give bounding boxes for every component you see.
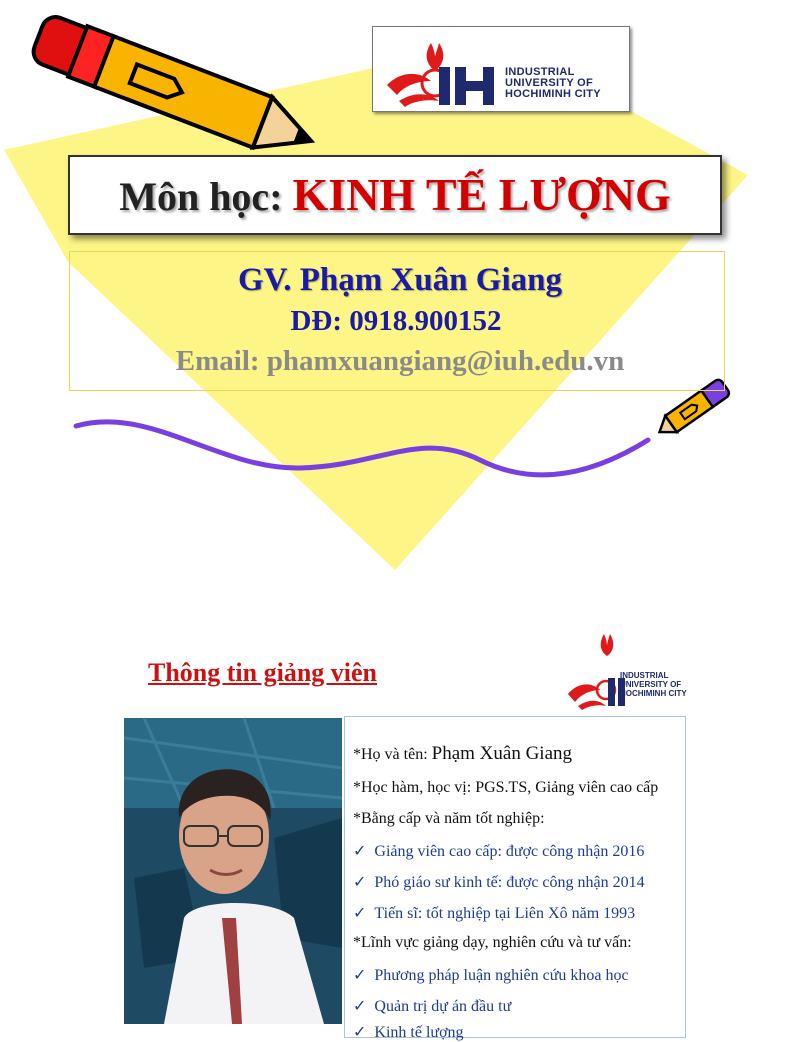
logo-wordmark <box>620 671 687 698</box>
degree-item-text: Giảng viên cao cấp: được công nhận 2016 <box>374 843 645 860</box>
lecturer-info-slide <box>0 610 768 1041</box>
teacher-name: GV. Phạm Xuân Giang <box>238 262 562 298</box>
checkmark-icon: ✓ <box>353 1024 367 1041</box>
rank-line: *Học hàm, học vị: PGS.TS, Giảng viên cao cấp <box>353 779 659 796</box>
degree-item-text: Phó giáo sư kinh tế: được công nhận 2014 <box>374 874 645 891</box>
field-item <box>353 1022 464 1042</box>
course-title: KINH TẾ LƯỢNG <box>292 169 671 220</box>
university-logo <box>372 26 630 112</box>
lecturer-details-panel <box>344 716 686 1041</box>
field-item <box>353 996 511 1016</box>
name-line <box>353 743 572 765</box>
course-label: Môn học: <box>119 174 293 219</box>
degree-item-text: Tiến sĩ: tốt nghiệp tại Liên Xô năm 1993 <box>374 905 636 922</box>
logo-line-3: HOCHIMINH CITY <box>505 88 601 100</box>
degree-heading: *Bằng cấp và năm tốt nghiệp: <box>353 810 545 827</box>
logo-line-1: INDUSTRIAL <box>505 66 575 78</box>
field-item <box>353 965 629 985</box>
degree-item <box>353 903 635 923</box>
checkmark-icon: ✓ <box>353 998 367 1015</box>
field-item-text: Phương pháp luận nghiên cứu khoa học <box>374 967 629 984</box>
slide-heading: Thông tin giảng viên <box>148 658 378 687</box>
field-heading: *Lĩnh vực giảng dạy, nghiên cứu và tư vấn: <box>353 934 632 951</box>
logo-line-2: UNIVERSITY OF <box>620 680 682 689</box>
name-label: *Họ và tên: <box>353 746 432 763</box>
logo-line-3: HOCHIMINH CITY <box>620 689 687 698</box>
iuh-logo-mark-icon <box>379 37 509 109</box>
checkmark-icon: ✓ <box>353 874 367 891</box>
teacher-phone: DĐ: 0918.900152 <box>290 305 502 337</box>
logo-wordmark <box>505 67 601 100</box>
logo-line-2: UNIVERSITY OF <box>505 77 594 89</box>
lecturer-portrait <box>124 718 342 1024</box>
checkmark-icon: ✓ <box>353 843 367 860</box>
lecturer-photo <box>124 718 342 1024</box>
teacher-email: Email: phamxuangiang@iuh.edu.vn <box>175 345 625 377</box>
iuh-logo-mark-icon <box>566 632 626 712</box>
logo-line-1: INDUSTRIAL <box>620 671 669 680</box>
course-title-box <box>68 155 722 235</box>
degree-item <box>353 841 644 861</box>
degree-item <box>353 872 645 892</box>
field-item-text: Kinh tế lượng <box>374 1024 464 1041</box>
field-item-text: Quản trị dự án đầu tư <box>374 998 512 1015</box>
checkmark-icon: ✓ <box>353 967 367 984</box>
name-value: Phạm Xuân Giang <box>431 743 573 764</box>
checkmark-icon: ✓ <box>353 905 367 922</box>
